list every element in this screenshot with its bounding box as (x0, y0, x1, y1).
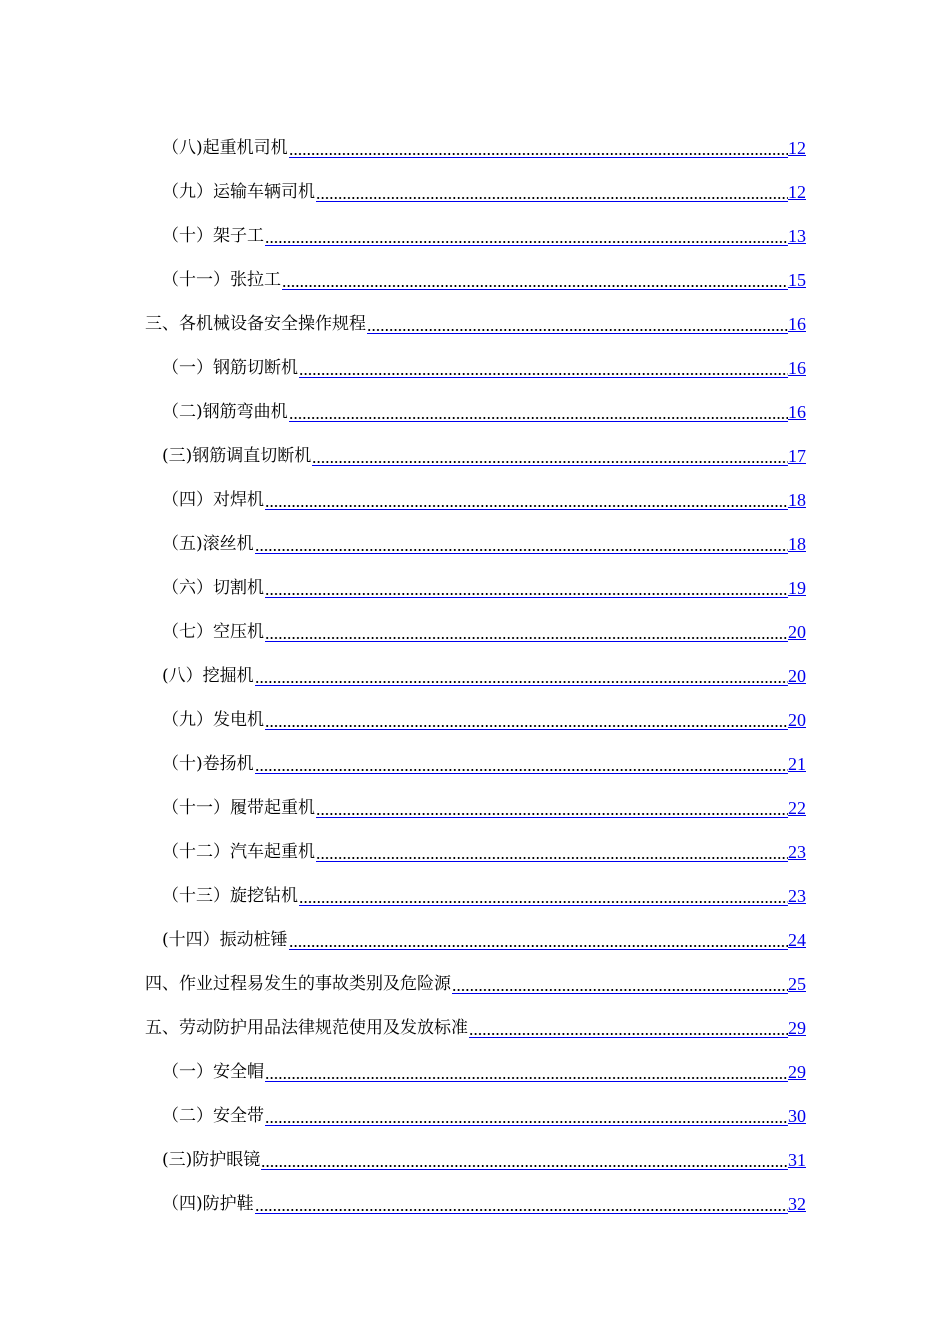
toc-page-link[interactable]: 32 (788, 1194, 806, 1214)
toc-entry[interactable] (162, 642, 806, 686)
toc-entry-label: （六）切割机 (162, 578, 264, 598)
toc-dot-leader (299, 357, 788, 378)
toc-dot-leader (265, 709, 788, 730)
toc-entry[interactable] (145, 950, 806, 994)
toc-entry-label: （九）运输车辆司机 (162, 182, 315, 202)
toc-entry-label: (三)防护眼镜 (162, 1150, 261, 1170)
toc-entry-label: （一）钢筋切断机 (162, 358, 298, 378)
toc-dot-leader (265, 621, 788, 642)
toc-entry-label: （二)钢筋弯曲机 (162, 402, 288, 422)
toc-dot-leader (316, 797, 788, 818)
toc-page-link[interactable]: 19 (788, 578, 806, 598)
toc-entry[interactable] (162, 422, 806, 466)
toc-entry[interactable] (162, 378, 806, 422)
toc-entry-label: （十三）旋挖钻机 (162, 886, 298, 906)
toc-page-link[interactable]: 16 (788, 314, 806, 334)
toc-page-link[interactable]: 16 (788, 358, 806, 378)
toc-entry[interactable] (145, 290, 806, 334)
toc-page-link[interactable]: 20 (788, 710, 806, 730)
toc-entry-label: （十)卷扬机 (162, 754, 254, 774)
toc-dot-leader (265, 1105, 788, 1126)
toc-dot-leader (289, 401, 788, 422)
toc-page-link[interactable]: 23 (788, 842, 806, 862)
toc-entry[interactable] (162, 202, 806, 246)
toc-dot-leader (289, 929, 788, 950)
toc-page-link[interactable]: 15 (788, 270, 806, 290)
toc-entry[interactable] (162, 906, 806, 950)
toc-entry[interactable] (162, 334, 806, 378)
toc-dot-leader (452, 973, 788, 994)
toc-dot-leader (469, 1017, 788, 1038)
toc-entry[interactable] (162, 466, 806, 510)
toc-page-link[interactable]: 23 (788, 886, 806, 906)
toc-entry-label: 三、各机械设备安全操作规程 (145, 314, 366, 334)
toc-entry[interactable] (162, 1170, 806, 1214)
toc-entry[interactable] (162, 774, 806, 818)
toc-page-link[interactable]: 18 (788, 534, 806, 554)
toc-dot-leader (265, 577, 788, 598)
toc-entry[interactable] (162, 686, 806, 730)
toc-entry-label: (三)钢筋调直切断机 (162, 446, 312, 466)
toc-page-link[interactable]: 20 (788, 666, 806, 686)
toc-entry[interactable] (162, 554, 806, 598)
toc-page-link[interactable]: 12 (788, 138, 806, 158)
toc-page-link[interactable]: 29 (788, 1062, 806, 1082)
toc-entry[interactable] (162, 510, 806, 554)
toc-entry[interactable] (162, 1126, 806, 1170)
toc-dot-leader (265, 489, 788, 510)
toc-dot-leader (255, 533, 788, 554)
toc-entry-label: （一）安全帽 (162, 1062, 264, 1082)
toc-entry[interactable] (162, 114, 806, 158)
toc-entry[interactable] (162, 818, 806, 862)
toc-entry-label: （十一）张拉工 (162, 270, 281, 290)
toc-page-link[interactable]: 20 (788, 622, 806, 642)
toc-page-link[interactable]: 22 (788, 798, 806, 818)
toc-dot-leader (367, 313, 788, 334)
toc-dot-leader (312, 445, 788, 466)
toc-entry-label: 五、劳动防护用品法律规范使用及发放标准 (145, 1018, 468, 1038)
toc-page-link[interactable]: 18 (788, 490, 806, 510)
toc-entry[interactable] (162, 862, 806, 906)
toc-dot-leader (261, 1149, 788, 1170)
toc-entry-label: (十四）振动桩锤 (162, 930, 288, 950)
toc-entry[interactable] (162, 598, 806, 642)
toc-dot-leader (255, 753, 788, 774)
toc-entry[interactable] (162, 730, 806, 774)
toc-page-link[interactable]: 12 (788, 182, 806, 202)
toc-entry-label: （七）空压机 (162, 622, 264, 642)
toc-entry-label: （八)起重机司机 (162, 138, 288, 158)
toc-dot-leader (316, 841, 788, 862)
toc-page-link[interactable]: 30 (788, 1106, 806, 1126)
toc-page-link[interactable]: 29 (788, 1018, 806, 1038)
toc-entry-label: (八）挖掘机 (162, 666, 254, 686)
toc-entry[interactable] (162, 158, 806, 202)
toc-page-link[interactable]: 31 (788, 1150, 806, 1170)
toc-page-link[interactable]: 13 (788, 226, 806, 246)
toc-entry[interactable] (162, 1082, 806, 1126)
toc-dot-leader (265, 225, 788, 246)
toc-entry-label: （五)滚丝机 (162, 534, 254, 554)
toc-page-link[interactable]: 16 (788, 402, 806, 422)
toc-dot-leader (289, 137, 788, 158)
toc-dot-leader (255, 665, 788, 686)
toc-dot-leader (255, 1193, 788, 1214)
toc-entry-label: （九）发电机 (162, 710, 264, 730)
toc-entry-label: （十一）履带起重机 (162, 798, 315, 818)
toc-dot-leader (316, 181, 788, 202)
toc-page-link[interactable]: 21 (788, 754, 806, 774)
toc-dot-leader (299, 885, 788, 906)
toc-entry-label: 四、作业过程易发生的事故类别及危险源 (145, 974, 451, 994)
toc-entry-label: （十）架子工 (162, 226, 264, 246)
toc-entry-label: （二）安全带 (162, 1106, 264, 1126)
toc-entry-label: （四）对焊机 (162, 490, 264, 510)
toc-dot-leader (282, 269, 788, 290)
toc-page-link[interactable]: 17 (788, 446, 806, 466)
toc-page-link[interactable]: 25 (788, 974, 806, 994)
toc-entry-label: （四)防护鞋 (162, 1194, 254, 1214)
toc-dot-leader (265, 1061, 788, 1082)
toc-entry-label: （十二）汽车起重机 (162, 842, 315, 862)
toc-page-link[interactable]: 24 (788, 930, 806, 950)
toc-entry[interactable] (162, 1038, 806, 1082)
toc-entry[interactable] (162, 246, 806, 290)
toc-entry[interactable] (145, 994, 806, 1038)
